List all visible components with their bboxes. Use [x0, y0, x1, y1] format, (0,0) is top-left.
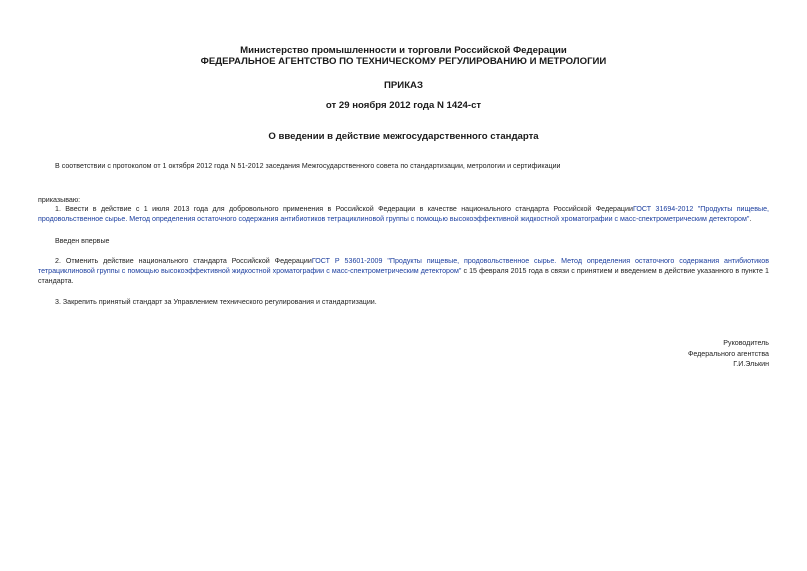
signature-name: Г.И.Элькин: [733, 360, 769, 368]
preamble-paragraph: В соответствии с протоколом от 1 октября 2012 года N 51-2012 заседания Межгосударственного совета по стандартизации, метрологии и сертификации: [55, 162, 561, 170]
item-2-text: 2. Отменить действие национального стандарта Российской Федерации: [55, 257, 312, 265]
item-3-paragraph: 3. Закрепить принятый стандарт за Управлением технического регулирования и стандартизации.: [55, 298, 377, 306]
item-1-suffix: .: [749, 215, 752, 223]
item-1-text: 1. Ввести в действие с 1 июля 2013 года для добровольного применения в Российской Федерации в качестве национального стандарта Российской Федерации: [55, 205, 633, 213]
item-2-paragraph: [38, 256, 769, 286]
gost-31694-link[interactable]: ГОСТ 31694-2012 "Продукты пищевые, продовольственное сырье. Метод определения остаточного содержания антибиотиков тетрациклиновой группы с помощью высокоэффективной жидкостной хроматографии с масс-спектрометрическим детектором": [38, 205, 770, 223]
order-title: ПРИКАЗ: [384, 80, 423, 91]
document-subject: О введении в действие межгосударственного стандарта: [268, 131, 539, 142]
item-1-paragraph: [38, 204, 769, 224]
signature-position: Руководитель: [723, 339, 769, 347]
agency-name: ФЕДЕРАЛЬНОЕ АГЕНТСТВО ПО ТЕХНИЧЕСКОМУ РЕГУЛИРОВАНИЮ И МЕТРОЛОГИИ: [200, 56, 607, 67]
order-date: от 29 ноября 2012 года N 1424-ст: [325, 100, 482, 111]
first-introduced-note: Введен впервые: [55, 237, 110, 245]
ministry-name: Министерство промышленности и торговли Российской Федерации: [240, 45, 567, 56]
order-word: приказываю:: [38, 196, 81, 204]
document-header: [0, 45, 807, 67]
gost-r-53601-link[interactable]: ГОСТ Р 53601-2009 "Продукты пищевые, продовольственное сырье. Метод определения остаточного содержания антибиотиков тетрациклиновой группы с помощью высокоэффективной жидкостной хроматографии с масс-спектрометрическим детектором": [38, 257, 769, 275]
item-2-suffix: с 15 февраля 2015 года в связи с принятием и введением в действие указанного в пункте 1 стандарта.: [38, 267, 769, 285]
signature-block: [688, 338, 769, 370]
signature-organization: Федерального агентства: [687, 349, 769, 358]
